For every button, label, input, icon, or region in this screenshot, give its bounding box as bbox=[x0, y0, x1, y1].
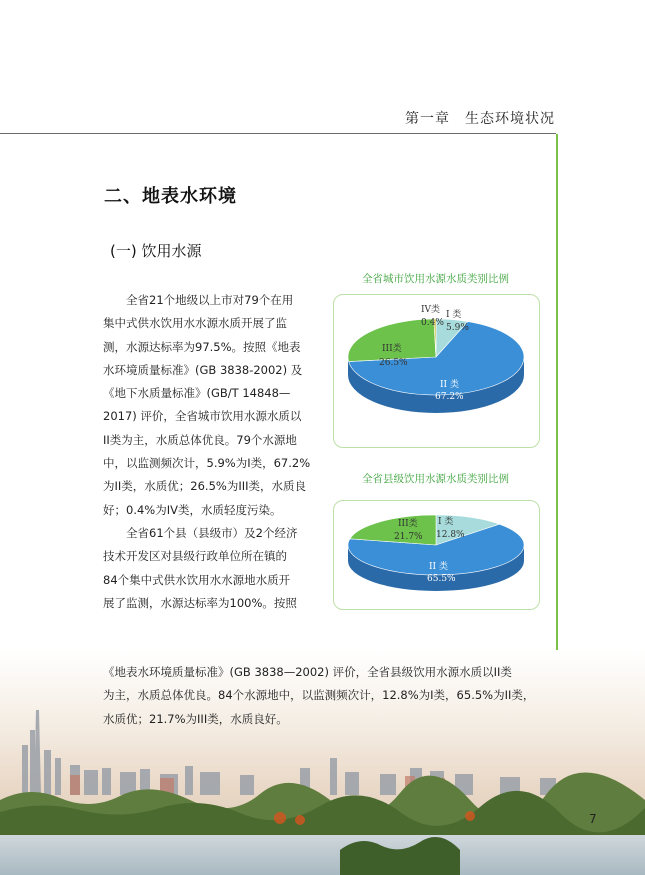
label-city-ii-value: 67.2% bbox=[435, 392, 464, 402]
text-line: 技术开发区对县级行政单位所在镇的 bbox=[103, 549, 287, 564]
text-line: 展了监测，水源达标率为100%。按照 bbox=[103, 595, 297, 610]
label-city-ii-name: II 类 bbox=[440, 380, 459, 390]
text-line: 好；0.4%为IV类，水质轻度污染。 bbox=[103, 502, 282, 517]
chapter-title: 第一章 生态环境状况 bbox=[405, 111, 555, 127]
text-line: 全省61个县（县级市）及2个经济 bbox=[126, 525, 298, 540]
header-divider bbox=[0, 133, 556, 134]
text-line: 2017) 评价，全省城市饮用水源水质以 bbox=[103, 409, 302, 424]
text-line: 测，水源达标率为97.5%。按照《地表 bbox=[103, 339, 301, 354]
text-line: 84个集中式供水饮用水水源地水质开 bbox=[103, 572, 291, 587]
pie-chart-city bbox=[333, 294, 540, 448]
label-city-iv-name: IV类 bbox=[421, 305, 441, 315]
label-county-iii-name: III类 bbox=[398, 519, 418, 529]
label-city-iii-value: 26.5% bbox=[379, 358, 408, 368]
chart-title-city: 全省城市饮用水源水质类别比例 bbox=[362, 273, 509, 285]
text-line: 为II类，水质优；26.5%为III类，水质良 bbox=[103, 479, 306, 494]
subsection-title: (一) 饮用水源 bbox=[110, 242, 202, 260]
text-line: 《地表水环境质量标准》(GB 3838—2002) 评价，全省县级饮用水源水质以II类 bbox=[103, 665, 512, 679]
body-paragraph-2 bbox=[103, 661, 553, 731]
label-county-i-value: 12.8% bbox=[436, 530, 465, 540]
pie-chart-county-svg bbox=[334, 501, 539, 609]
label-city-iv-value: 0.4% bbox=[421, 318, 444, 328]
text-line: 《地下水质量标准》(GB/T 14848— bbox=[103, 386, 291, 401]
label-county-i-name: I 类 bbox=[438, 517, 454, 527]
text-line: 水环境质量标准》(GB 3838-2002) 及 bbox=[103, 362, 303, 377]
chart-title-county: 全省县级饮用水源水质类别比例 bbox=[362, 473, 509, 485]
text-line: 水质优；21.7%为III类，水质良好。 bbox=[103, 711, 288, 726]
label-county-ii-name: II 类 bbox=[429, 562, 448, 572]
label-county-ii-value: 65.5% bbox=[427, 574, 456, 584]
body-paragraph-1 bbox=[103, 289, 318, 615]
section-title: 二、地表水环境 bbox=[104, 186, 237, 207]
text-line: II类为主，水质总体优良。79个水源地 bbox=[103, 432, 297, 447]
text-line: 全省21个地级以上市对79个在用 bbox=[126, 293, 294, 307]
label-county-iii-value: 21.7% bbox=[394, 532, 423, 542]
label-city-i-name: I 类 bbox=[446, 310, 462, 320]
page-number: 7 bbox=[589, 812, 597, 826]
label-city-iii-name: III类 bbox=[382, 344, 402, 354]
text-line: 集中式供水饮用水水源水质开展了监 bbox=[103, 316, 287, 331]
pie-chart-city-svg bbox=[334, 295, 539, 447]
label-city-i-value: 5.9% bbox=[446, 323, 469, 333]
margin-accent-line bbox=[556, 134, 558, 669]
text-line: 为主，水质总体优良。84个水源地中，以监测频次计，12.8%为I类，65.5%为II类， bbox=[103, 688, 535, 703]
text-line: 中，以监测频次计，5.9%为I类，67.2% bbox=[103, 456, 311, 471]
pie-chart-county bbox=[333, 500, 540, 610]
